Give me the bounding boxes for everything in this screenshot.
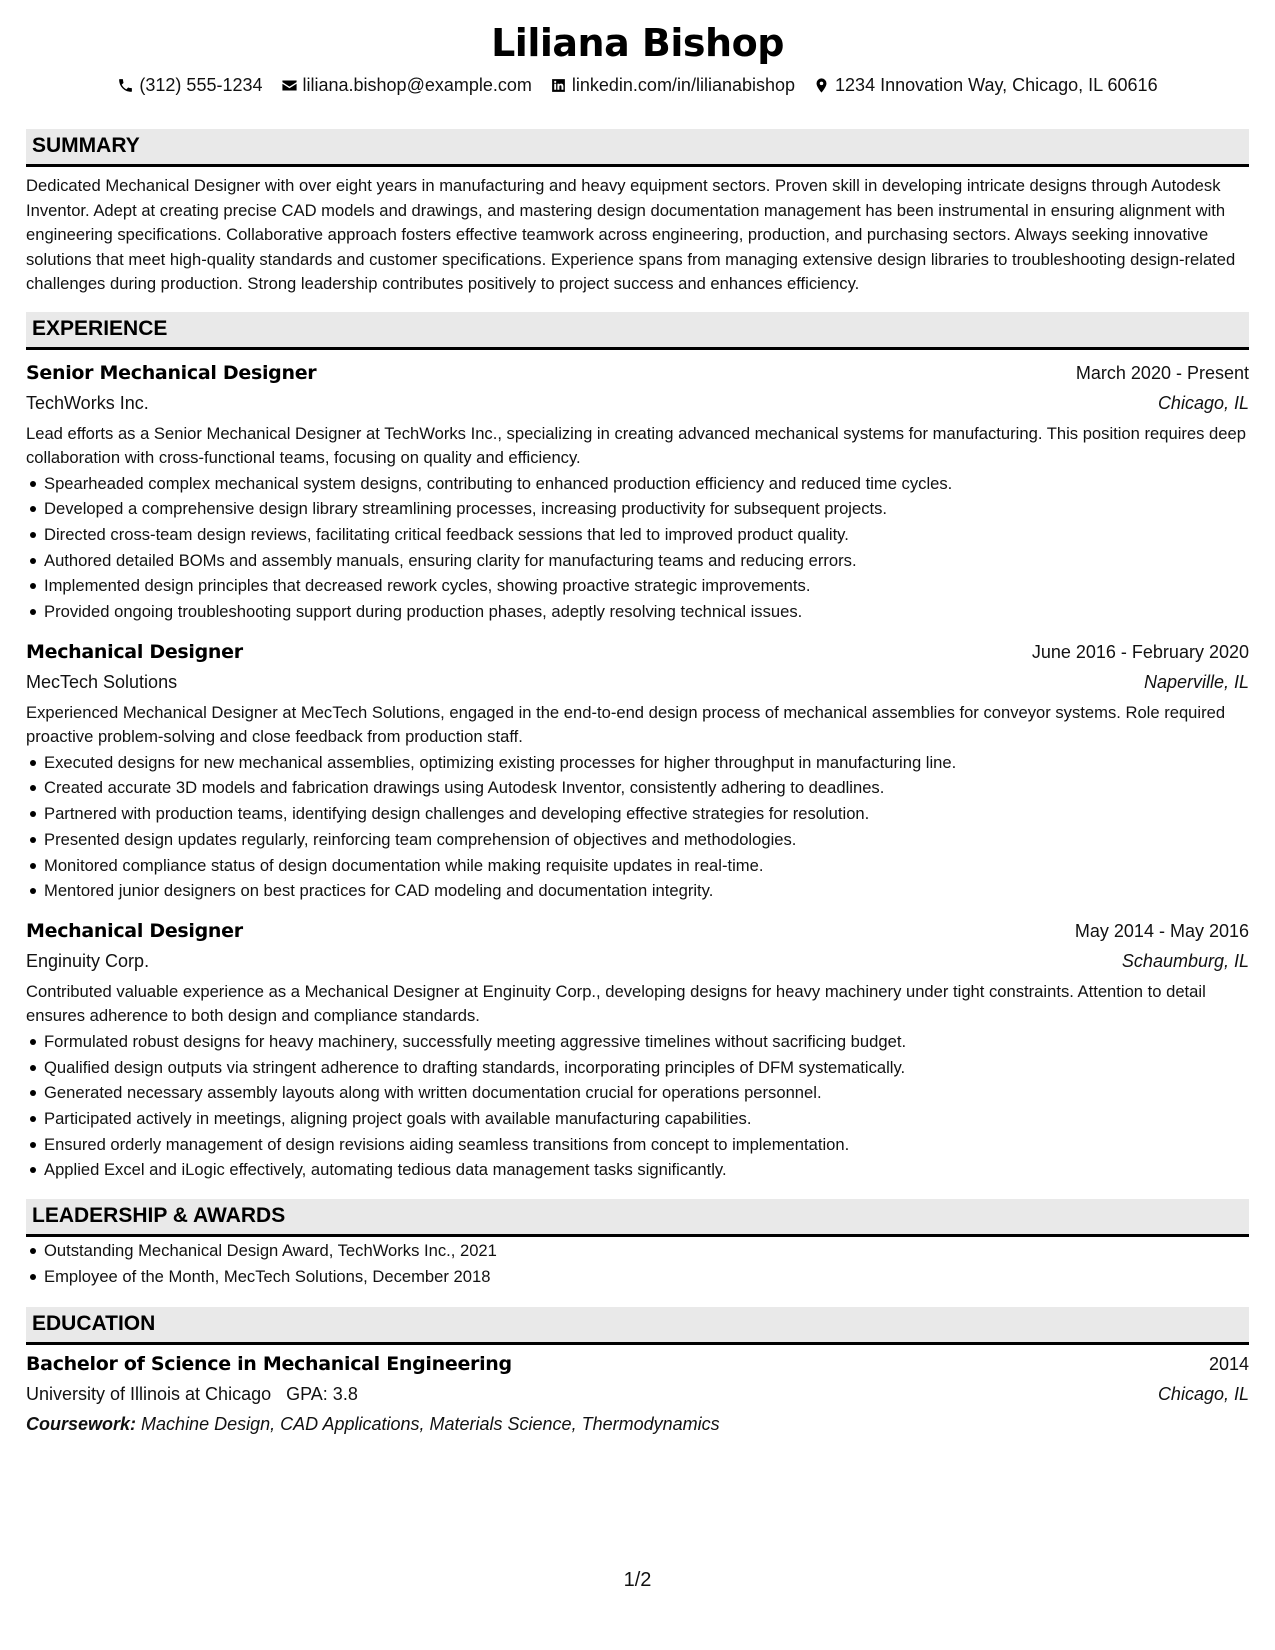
job-location: Naperville, IL [1143, 671, 1249, 692]
job-bullets [26, 750, 1249, 904]
section-heading-summary: SUMMARY [26, 129, 1249, 167]
job-entry [26, 637, 1249, 904]
company-name: Enginuity Corp. [26, 950, 150, 971]
job-title: Senior Mechanical Designer [26, 361, 317, 384]
contact-address [813, 74, 1158, 96]
job-dates: June 2016 - February 2020 [1031, 641, 1249, 662]
job-bullets [26, 471, 1249, 625]
list-item: Implemented design principles that decreased rework cycles, showing proactive strategic improvements. [26, 573, 1249, 599]
envelope-icon [281, 77, 298, 94]
gpa: GPA: 3.8 [286, 1383, 358, 1404]
job-dates: March 2020 - Present [1075, 362, 1249, 383]
coursework-list: Machine Design, CAD Applications, Materials Science, Thermodynamics [141, 1413, 720, 1434]
list-item: Ensured orderly management of design revisions aiding seamless transitions from concept to implementation. [26, 1132, 1249, 1158]
linkedin-text: linkedin.com/in/lilianabishop [571, 75, 796, 95]
job-location: Chicago, IL [1157, 392, 1249, 413]
list-item: Outstanding Mechanical Design Award, TechWorks Inc., 2021 [26, 1238, 1249, 1264]
address-text: 1234 Innovation Way, Chicago, IL 60616 [835, 75, 1158, 95]
list-item: Provided ongoing troubleshooting support during production phases, adeptly resolving technical issues. [26, 599, 1249, 625]
list-item: Participated actively in meetings, aligning project goals with available manufacturing capabilities. [26, 1106, 1249, 1132]
section-heading-education: EDUCATION [26, 1307, 1249, 1345]
list-item: Formulated robust designs for heavy machinery, successfully meeting aggressive timelines without sacrificing budget. [26, 1029, 1249, 1055]
school-name: University of Illinois at Chicago [26, 1383, 272, 1404]
degree-title: Bachelor of Science in Mechanical Engineering [26, 1352, 512, 1375]
job-entry [26, 916, 1249, 1183]
linkedin-icon [550, 77, 567, 94]
job-location: Schaumburg, IL [1121, 950, 1249, 971]
list-item: Qualified design outputs via stringent adherence to drafting standards, incorporating principles of DFM systematically. [26, 1055, 1249, 1081]
education-entry [26, 1349, 1249, 1439]
awards-list [26, 1238, 1249, 1289]
contact-phone[interactable] [117, 74, 262, 96]
awards-section [26, 1199, 1249, 1289]
list-item: Monitored compliance status of design documentation while making requisite updates in real-time. [26, 853, 1249, 879]
job-dates: May 2014 - May 2016 [1074, 920, 1249, 941]
list-item: Presented design updates regularly, reinforcing team comprehension of objectives and methodologies. [26, 827, 1249, 853]
coursework-label: Coursework: [26, 1413, 137, 1434]
graduation-year: 2014 [1208, 1353, 1249, 1374]
page-number: 1/2 [623, 1569, 652, 1591]
list-item: Spearheaded complex mechanical system designs, contributing to enhanced production efficiency and reduced time cycles. [26, 471, 1249, 497]
contact-linkedin[interactable] [550, 74, 795, 96]
experience-section [26, 312, 1249, 1184]
summary-text: Dedicated Mechanical Designer with over eight years in manufacturing and heavy equipment sectors. Proven skill in developing intricate designs through Autodesk Inventor. Adept at creating precise CAD models and drawings, and mastering design documentation management has been instrumental in ensuring alignment with engineering specifications. Collaborative approach fosters effective teamwork across engineering, production, and purchasing sectors. Always seeking innovative solutions that meet high-quality standards and customer specifications. Experience spans from managing extensive design libraries to troubleshooting design-related challenges during production. Strong leadership contributes positively to project success and enhances efficiency. [26, 176, 1236, 293]
list-item: Created accurate 3D models and fabrication drawings using Autodesk Inventor, consistently adhering to deadlines. [26, 775, 1249, 801]
list-item: Authored detailed BOMs and assembly manuals, ensuring clarity for manufacturing teams and reducing errors. [26, 548, 1249, 574]
list-item: Generated necessary assembly layouts along with written documentation crucial for operations personnel. [26, 1080, 1249, 1106]
coursework [26, 1409, 1249, 1439]
list-item: Executed designs for new mechanical assemblies, optimizing existing processes for higher throughput in manufacturing line. [26, 750, 1249, 776]
company-name: TechWorks Inc. [26, 392, 149, 413]
job-description: Lead efforts as a Senior Mechanical Designer at TechWorks Inc., specializing in creating advanced mechanical systems for manufacturing. This position requires deep collaboration with cross-functional teams, focusing on quality and efficiency. [26, 423, 1246, 467]
job-description: Contributed valuable experience as a Mechanical Designer at Enginuity Corp., developing designs for heavy machinery under tight constraints. Attention to detail ensures adherence to both design and compliance standards. [26, 981, 1206, 1025]
list-item: Developed a comprehensive design library streamlining processes, increasing productivity for subsequent projects. [26, 496, 1249, 522]
resume-page [26, 20, 1249, 1439]
list-item: Employee of the Month, MecTech Solutions, December 2018 [26, 1264, 1249, 1290]
section-heading-experience: EXPERIENCE [26, 312, 1249, 350]
list-item: Applied Excel and iLogic effectively, automating tedious data management tasks significantly. [26, 1157, 1249, 1183]
summary-section [26, 129, 1249, 297]
school-line [26, 1379, 358, 1409]
section-heading-awards: LEADERSHIP & AWARDS [26, 1199, 1249, 1237]
list-item: Directed cross-team design reviews, facilitating critical feedback sessions that led to improved product quality. [26, 522, 1249, 548]
phone-text: (312) 555-1234 [139, 75, 263, 95]
map-pin-icon [813, 77, 830, 94]
job-title: Mechanical Designer [26, 919, 243, 942]
company-name: MecTech Solutions [26, 671, 178, 692]
contact-bar [26, 74, 1249, 96]
candidate-name: Liliana Bishop [491, 21, 784, 65]
school-location: Chicago, IL [1157, 1383, 1249, 1404]
list-item: Mentored junior designers on best practices for CAD modeling and documentation integrity. [26, 878, 1249, 904]
job-entry [26, 358, 1249, 625]
email-text: liliana.bishop@example.com [302, 75, 532, 95]
job-description: Experienced Mechanical Designer at MecTech Solutions, engaged in the end-to-end design process of mechanical assemblies for conveyor systems. Role required proactive problem-solving and close feedback from production staff. [26, 702, 1226, 746]
job-title: Mechanical Designer [26, 640, 243, 663]
job-bullets [26, 1029, 1249, 1183]
contact-email[interactable] [281, 74, 532, 96]
list-item: Partnered with production teams, identifying design challenges and developing effective strategies for resolution. [26, 801, 1249, 827]
education-section [26, 1307, 1249, 1439]
phone-icon [117, 77, 134, 94]
